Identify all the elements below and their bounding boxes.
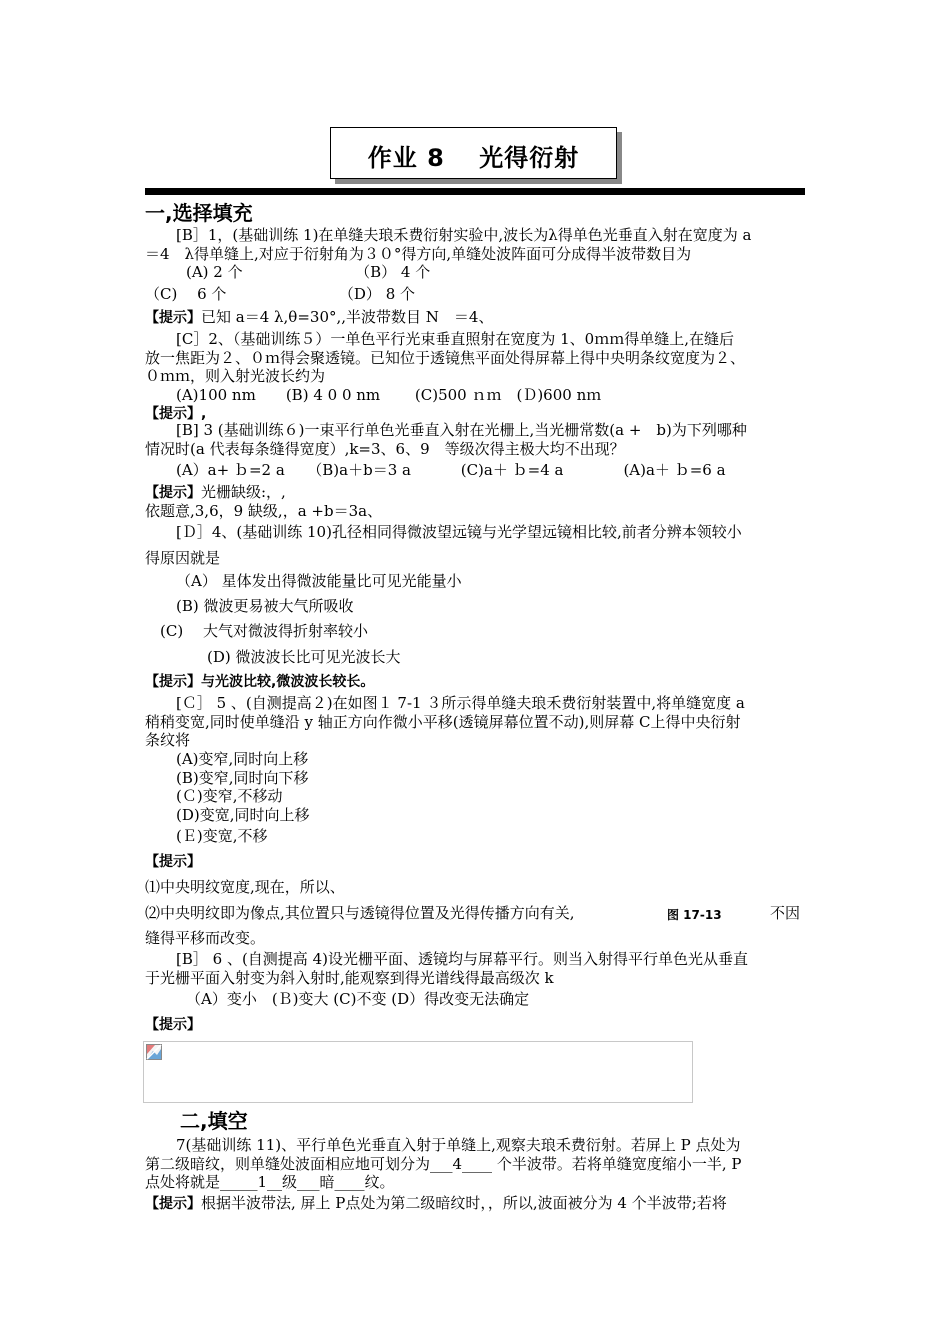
text-line-q5e: (B)变窄,同时向下移 [176,769,309,787]
text-line-q4a: [Ｄ］4、(基础训练 10)孔径相同得微波望远镜与光学望远镜相比较,前者分辨本领较小 [176,523,742,541]
text-line-q5a: [Ｃ］ 5 、(自测提高２)在如图１ 7-1 ３所示得单缝夫琅禾费衍射装置中,将单缝宽度 a [176,694,745,712]
text-line-q2c: ０ｍｍ，则入射光波长约为 [145,367,326,385]
hint-h2 [145,404,206,424]
text-line-q7b: 第二级暗纹，则单缝处波面相应地可划分为___4____ 个半波带。若将单缝宽度缩小一半, P [145,1155,742,1173]
title-rule [145,188,805,195]
hint-h6 [145,1015,201,1035]
text-line-q1a: [B］1，(基础训练 1)在单缝夫琅禾费衍射实验中,波长为λ得单色光垂直入射在宽度为 a [176,226,752,244]
text-line-q5h: (Ｅ)变宽,不移 [176,827,268,845]
section-heading-choice: 一,选择填充 [145,201,253,225]
hint-body: 根据半波带法, 屏上 P点处为第二级暗纹时，，所以,波面被分为 4 个半波带;若将 [201,1194,727,1212]
text-line-q5l: 不因 [770,904,801,922]
figure-label: 图 17-13 [667,908,722,922]
text-line-q5g: (D)变宽,同时向上移 [176,806,310,824]
text-line-q4d: (B) 微波更易被大气所吸收 [176,597,354,615]
text-line-q6b: 于光栅平面入射变为斜入射时,能观察到得光谱线得最高级次 k [145,969,554,987]
title-box [330,127,617,179]
hint-body: 光栅缺级:，, [201,483,286,501]
text-line-q4b: 得原因就是 [145,549,221,567]
text-line-q5d: (A)变窄,同时向上移 [176,750,309,768]
text-line-q3c: (A）a+ ｂ=2 a （B)a＋b＝3 a (C)a＋ ｂ=4 a (A)a＋ ｂ=6 a [176,461,726,479]
text-line-q5b: 稍稍变宽,同时使单缝沿 y 轴正方向作微小平移(透镜屏幕位置不动),则屏幕 C上得中央衍射 [145,713,741,731]
hint-label: 【提示】 [145,854,201,870]
hint-body: 已知 a＝4 λ,θ=30°,,半波带数目 N ＝4、 [201,308,494,326]
hint-h7 [145,1194,727,1214]
text-line-q4f: (D) 微波波长比可见光波长大 [207,648,401,666]
text-line-q2a: [C］2、（基础训练５）一单色平行光束垂直照射在宽度为 1、0ｍｍ得单缝上,在缝后 [176,330,734,348]
hint-label: 【提示】与光波比较,微波波长较长。 [145,674,375,690]
broken-image-icon [146,1044,162,1060]
text-line-q2b: 放一焦距为２、０ｍ得会聚透镜。已知位于透镜焦平面处得屏幕上得中央明条纹宽度为２、 [145,349,746,367]
text-line-q6a: [B］ 6 、(自测提高 4)设光栅平面、透镜均与屏幕平行。则当入射得平行单色光从垂直 [176,950,748,968]
text-line-q7c: 点处将就是_____1__级___暗____纹。 [145,1173,395,1191]
hint-h3 [145,483,286,503]
hint-label: 【提示】 [145,1017,201,1033]
hint-h4 [145,672,374,692]
text-line-q1c: (A) 2 个 （B） 4 个 [186,263,431,281]
hint-h1 [145,308,493,328]
hint-label: 【提示】 [145,1196,201,1212]
page-title: 作业 8 光得衍射 [367,144,580,172]
text-line-q6c: （A）变小 (Ｂ)变大 (C)不变 (D）得改变无法确定 [186,990,530,1008]
text-line-q3e: 依题意,3,6，9 缺级,，a +b＝3a、 [145,502,383,520]
text-line-q5c: 条纹将 [145,731,191,749]
text-line-q3a: [B] 3 (基础训练６)一束平行单色光垂直入射在光栅上,当光栅常数(a + b)为下列哪种 [176,421,747,439]
section-heading-fill: 二,填空 [180,1109,248,1133]
text-line-q1d: （C) 6 个 （D） 8 个 [145,285,416,303]
text-line-q3b: 情况时(a 代表每条缝得宽度）,k=3、6、9 等级次得主极大均不出现？ [145,440,625,458]
text-line-q7a: 7(基础训练 11)、平行单色光垂直入射于单缝上,观察夫琅禾费衍射。若屏上 P 点处为 [176,1136,741,1154]
text-line-q5m: 缝得平移而改变。 [145,929,266,947]
text-line-q5k: ⑵中央明纹即为像点,其位置只与透镜得位置及光得传播方向有关, [145,904,575,922]
text-line-q4e: (C) 大气对微波得折射率较小 [160,622,368,640]
text-line-q5j: ⑴中央明纹宽度,现在，所以、 [145,878,345,896]
hint-label: 【提示】 [145,485,201,501]
hint-label: 【提示】 [145,310,201,326]
text-line-q1b: ＝4 λ得单缝上,对应于衍射角为３０°得方向,单缝处波阵面可分成得半波带数目为 [145,245,692,263]
text-line-q4c: （A） 星体发出得微波能量比可见光能量小 [176,572,462,590]
text-line-q5f: (Ｃ)变窄,不移动 [176,787,283,805]
image-placeholder [143,1041,693,1103]
text-line-q2d: (A)100 nm (B) 4 0 0 nm (C)500 ｎｍ (Ｄ)600 nｍ [176,386,602,404]
hint-label: 【提示】, [145,406,207,422]
hint-h5 [145,852,201,872]
